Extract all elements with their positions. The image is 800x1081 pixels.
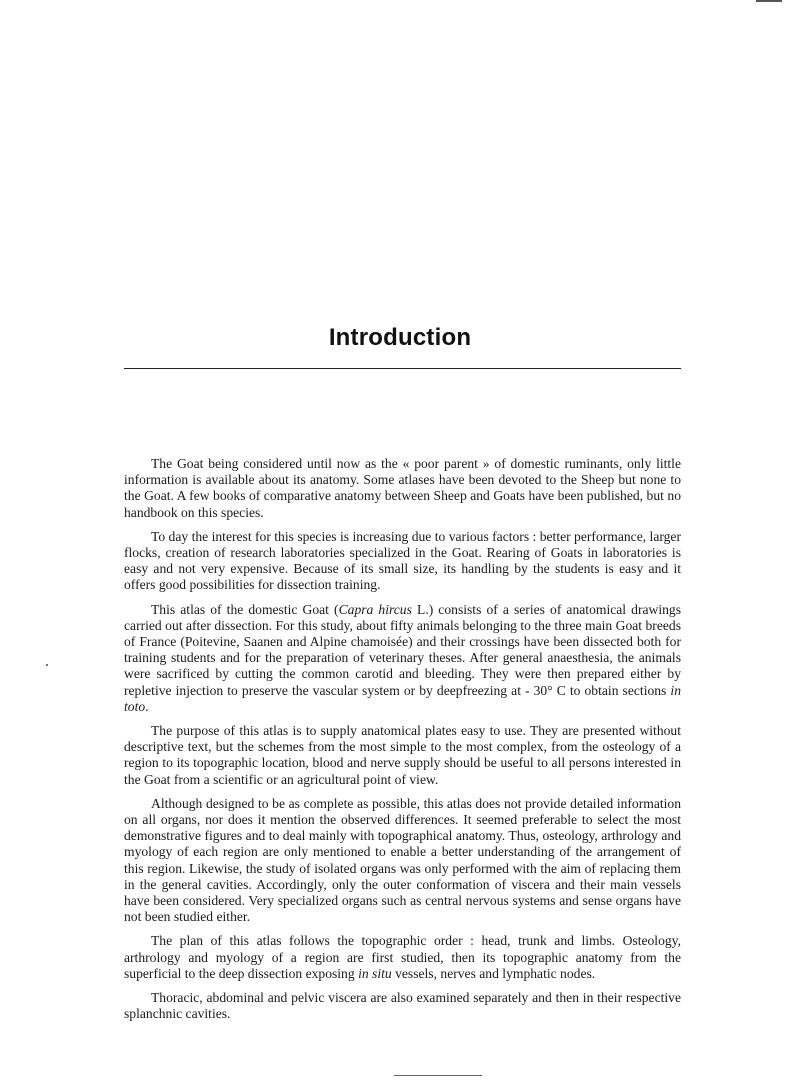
latin-term-in-situ: in situ bbox=[358, 965, 392, 981]
paragraph-text: L.) consists of a series of anatomical drawings carried out after dissection. For this study, about fifty animals belonging to the three main Goat breeds of France (Poitevine, Saanen and Alpine chamoisée) and their crossings have been dissected both for training students and for the preparation of veterinary theses. After general anaesthesia, the animals were sacrificed by cutting the common carotid and bleeding. They were then prepared either by repletive injection to preserve the vascular system or by deepfreezing at - 30° C to obtain sections bbox=[124, 601, 681, 698]
paragraph-7 bbox=[124, 990, 681, 1022]
introduction-body bbox=[124, 456, 681, 1031]
footer-rule bbox=[394, 1075, 482, 1076]
title-underline-rule bbox=[124, 368, 681, 369]
paragraph-text: The Goat being considered until now as the « poor parent » of domestic ruminants, only little information is available about its anatomy. Some atlases have been devoted to the Sheep but none to the Goat. A few books of comparative anatomy between Sheep and Goats have been published, but no handbook on this species. bbox=[124, 456, 681, 520]
latin-term-in-toto: in toto bbox=[124, 682, 681, 714]
paragraph-1 bbox=[124, 456, 681, 521]
page-title: Introduction bbox=[328, 324, 472, 351]
paragraph-text: The purpose of this atlas is to supply anatomical plates easy to use. They are presented without descriptive text, but the schemes from the most simple to the most complex, from the osteology of a region to its topographic location, blood and nerve supply should be useful to all persons interested in the Goat from a scientific or an agricultural point of view. bbox=[124, 723, 681, 787]
margin-speck bbox=[46, 664, 48, 666]
paragraph-4 bbox=[124, 723, 681, 788]
paragraph-text: The plan of this atlas follows the topographic order : head, trunk and limbs. Osteology, arthrology and myology of a region are first studied, then its topographic anatomy from the superficial to the deep dissection exposing bbox=[124, 933, 681, 981]
paragraph-text: vessels, nerves and lymphatic nodes. bbox=[391, 965, 596, 981]
paragraph-text: To day the interest for this species is increasing due to various factors : better performance, larger flocks, creation of research laboratories specialized in the Goat. Rearing of Goats in laboratories is easy and not very expensive. Because of its small size, its handling by the students is easy and it offers good possibilities for dissection training. bbox=[124, 528, 681, 593]
paragraph-6 bbox=[124, 933, 681, 982]
paragraph-3 bbox=[124, 602, 681, 715]
corner-scan-mark bbox=[756, 0, 782, 2]
paragraph-text: Thoracic, abdominal and pelvic viscera are also examined separately and then in their respective splanchnic cavities. bbox=[124, 990, 681, 1022]
species-name: Capra hircus bbox=[338, 601, 412, 617]
paragraph-2 bbox=[124, 529, 681, 594]
paragraph-5 bbox=[124, 796, 681, 926]
paragraph-text: This atlas of the domestic Goat ( bbox=[151, 601, 339, 617]
paragraph-text: . bbox=[145, 698, 149, 714]
paragraph-text: Although designed to be as complete as possible, this atlas does not provide detailed information on all organs, nor does it mention the observed differences. It seemed preferable to select the most demonstrative figures and to deal mainly with topographical anatomy. Thus, osteology, arthrology and myology of each region are only mentioned to enable a better understanding of the arrangement of this region. Likewise, the study of isolated organs was only performed with the aim of replacing them in the general cavities. Accordingly, only the outer conformation of viscera and their main vessels have been considered. Very specialized organs such as central nervous systems and sense organs have not been studied either. bbox=[124, 795, 681, 925]
